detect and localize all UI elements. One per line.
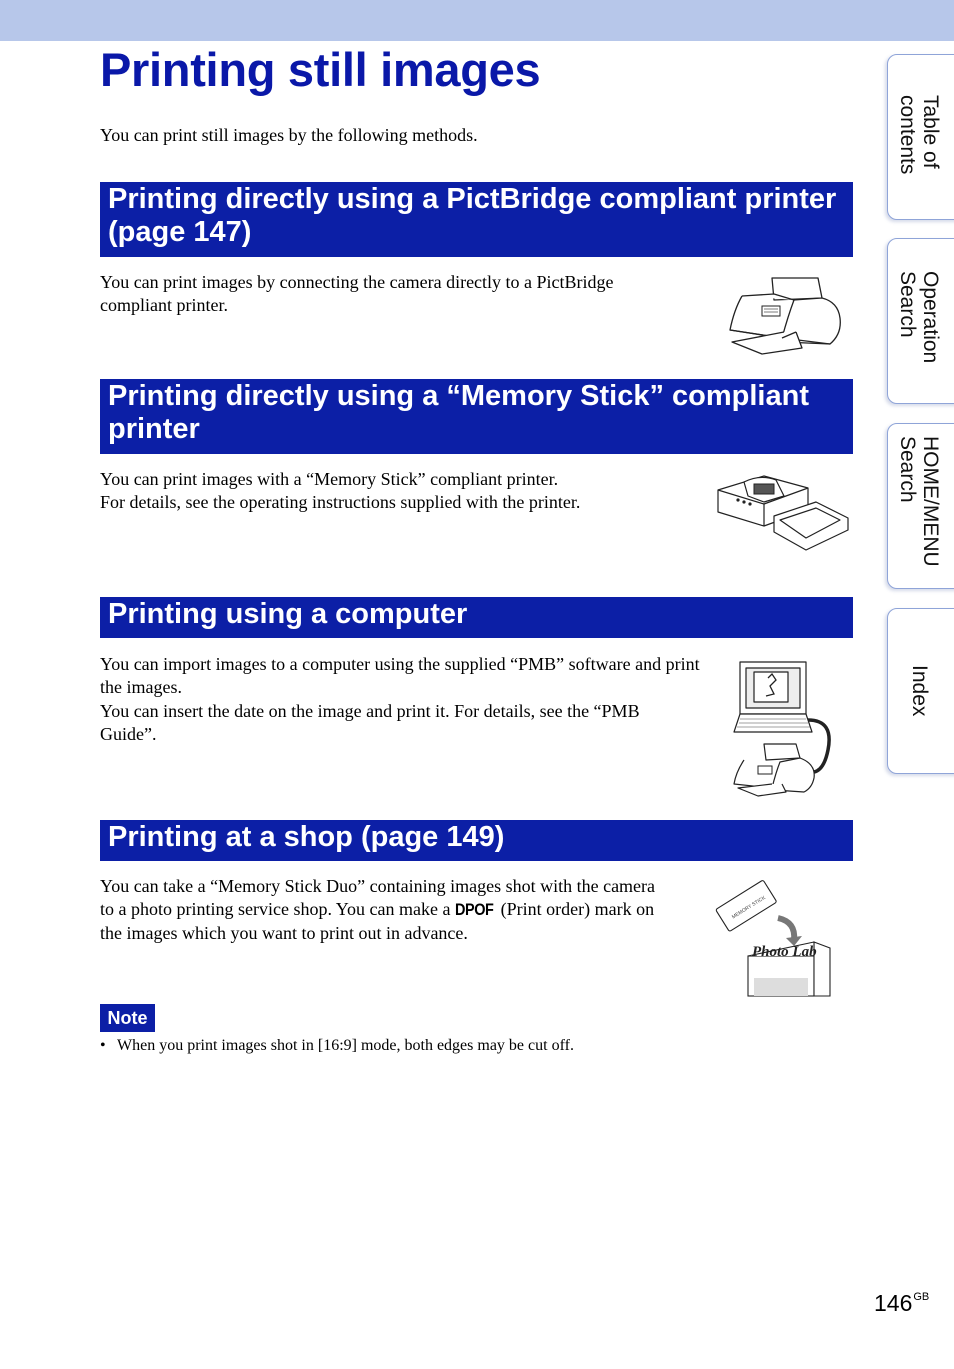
computer-printer-illustration <box>730 660 840 798</box>
tab-label-line: Search <box>896 271 919 338</box>
paragraph-part: You can take a “Memory Stick Duo” containing images shot with the camera to a photo printing service shop. You can make a <box>100 876 656 920</box>
note-label: Note <box>100 1004 155 1032</box>
tab-label <box>896 436 942 567</box>
paragraph: You can print images with a “Memory Stick” compliant printer. <box>100 469 559 489</box>
tab-label-line: Search <box>896 436 919 503</box>
section-body-memory-stick <box>100 468 700 515</box>
intro-text: You can print still images by the following methods. <box>100 125 478 145</box>
pictbridge-printer-illustration <box>722 272 846 356</box>
tab-label-line: HOME/MENU <box>919 436 942 567</box>
tab-operation-search[interactable] <box>887 238 954 404</box>
tab-label <box>908 665 931 716</box>
page-number-value: 146 <box>874 1290 913 1316</box>
section-heading-shop: Printing at a shop (page 149) <box>100 820 853 861</box>
dpof-mark-icon: DPOF <box>454 900 494 920</box>
section-body-shop <box>100 875 660 945</box>
tab-label <box>896 95 942 174</box>
memory-stick-printer-illustration <box>714 470 852 564</box>
section-heading-computer: Printing using a computer <box>100 597 853 638</box>
photo-shop-illustration <box>714 878 834 998</box>
tab-label-line: Table of <box>919 95 942 169</box>
bullet: • <box>100 1037 106 1054</box>
tab-label-line: Index <box>908 665 931 717</box>
section-body-pictbridge <box>100 271 680 318</box>
shop-sign: Photo Lab <box>752 944 817 960</box>
tab-table-of-contents[interactable] <box>887 54 954 220</box>
tab-label <box>896 271 942 363</box>
section-heading-pictbridge: Printing directly using a PictBridge compliant printer (page 147) <box>100 182 853 257</box>
note-item <box>100 1037 574 1055</box>
section-heading-memory-stick: Printing directly using a “Memory Stick” compliant printer <box>100 379 853 454</box>
page-number <box>874 1290 929 1317</box>
paragraph: You can print images by connecting the camera directly to a PictBridge compliant printer. <box>100 272 614 316</box>
top-band <box>0 0 954 41</box>
paragraph: For details, see the operating instructions supplied with the printer. <box>100 492 581 513</box>
page-number-suffix: GB <box>913 1291 930 1303</box>
paragraph: You can import images to a computer using the supplied “PMB” software and print the images. <box>100 654 700 698</box>
tab-home-menu-search[interactable] <box>887 423 954 589</box>
section-body-computer <box>100 653 700 746</box>
note-text: When you print images shot in [16:9] mode, both edges may be cut off. <box>117 1037 574 1054</box>
tab-label-line: contents <box>896 95 919 175</box>
memory-stick-label: MEMORY STICK <box>730 894 767 921</box>
paragraph: You can insert the date on the image and print it. For details, see the “PMB Guide”. <box>100 700 640 744</box>
page-title: Printing still images <box>100 43 541 96</box>
paragraph <box>100 875 660 945</box>
paragraph-part: (Print order) mark on the images which you want to print out in advance. <box>100 899 655 943</box>
tab-index[interactable] <box>887 608 954 774</box>
tab-label-line: Operation <box>919 271 942 364</box>
